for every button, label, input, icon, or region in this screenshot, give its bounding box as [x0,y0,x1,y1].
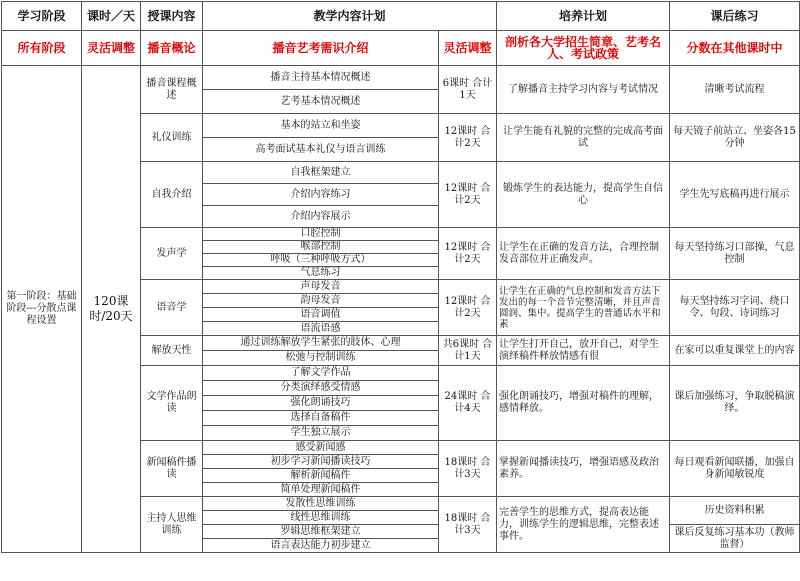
module-train: 了解播音主持学习内容与考试情况 [497,66,670,114]
module-train: 掌握新闻播读技巧，增强语感及政治素养。 [497,441,670,497]
module-item: 语流语感 [203,322,439,336]
module-time: 18课时 合计3天 [439,497,497,553]
subheader-teach: 播音概论 [141,31,203,66]
module-item: 呼吸（三种呼吸方式） [203,254,439,267]
module-time: 24课时 合计4天 [439,366,497,441]
subheader-hours: 灵活调整 [82,31,141,66]
module-after: 学生先写底稿再进行展示 [670,162,800,228]
module-item: 强化朗诵技巧 [203,396,439,411]
module-item: 发散性思维训练 [203,497,439,511]
module-train: 强化朗诵技巧，增强对稿件的理解，感情释放。 [497,366,670,441]
module-title: 语音学 [141,280,203,336]
module-after: 每天镜子前站立、坐姿各15分钟 [670,114,800,162]
header-teach: 授课内容 [141,2,203,31]
header-row [2,2,800,31]
header-plan: 教学内容计划 [203,2,497,31]
module-time: 共6课时 合计1天 [439,336,497,366]
module-train: 让学生在正确的发音方法，合理控制发音部位并正确发声。 [497,228,670,280]
table-row [2,66,800,90]
module-item: 分类演绎感受情感 [203,381,439,396]
module-item: 基本的站立和坐姿 [203,114,439,138]
module-title: 文学作品朗读 [141,366,203,441]
module-item: 声母发音 [203,280,439,294]
module-after: 历史资料积累 [670,497,800,525]
module-train: 让学生打开自己，放开自己，对学生演绎稿件释放情感有很 [497,336,670,366]
module-title: 发声学 [141,228,203,280]
stage-hours: 120课时/20天 [82,66,141,553]
module-item: 简单处理新闻稿件 [203,483,439,497]
module-after: 清晰考试流程 [670,66,800,114]
module-item: 介绍内容展示 [203,206,439,228]
header-after: 课后练习 [670,2,800,31]
module-train: 锻炼学生的表达能力，提高学生自信心 [497,162,670,228]
module-item: 播音主持基本情况概述 [203,66,439,90]
module-title: 解放天性 [141,336,203,366]
subheader-plan: 播音艺考需识介绍 [203,31,439,66]
module-title: 主持人思维训练 [141,497,203,553]
module-item: 松弛与控制训练 [203,351,439,366]
module-item: 线性思维训练 [203,511,439,525]
module-after: 每天坚持练习口部操，气息控制 [670,228,800,280]
subheader-stage: 所有阶段 [2,31,82,66]
module-item: 了解文学作品 [203,366,439,381]
stage-name: 第一阶段：基础阶段---分散点课程设置 [2,66,82,553]
module-item: 语言表达能力初步建立 [203,539,439,553]
header-hours: 课时／天 [82,2,141,31]
module-title: 新闻稿件播读 [141,441,203,497]
module-time: 12课时 合计2天 [439,228,497,280]
module-after: 在家可以重复课堂上的内容 [670,336,800,366]
module-item: 介绍内容练习 [203,184,439,206]
module-item: 自我框架建立 [203,162,439,184]
module-train: 完善学生的思维方式，提高表达能力，训练学生的逻辑思维，完整表述事件。 [497,497,670,553]
header-stage: 学习阶段 [2,2,82,31]
module-train: 让学生能有礼貌的完整的完成高考面试 [497,114,670,162]
module-item: 喉部控制 [203,241,439,254]
module-item: 初步学习新闻播读技巧 [203,455,439,469]
subheader-flex: 灵活调整 [439,31,497,66]
module-item: 选择自备稿件 [203,411,439,426]
module-item: 罗辑思维框架建立 [203,525,439,539]
module-item: 解析新闻稿件 [203,469,439,483]
module-item: 语音调值 [203,308,439,322]
subheader-after: 分数在其他课时中 [670,31,800,66]
module-item: 韵母发音 [203,294,439,308]
module-title: 自我介绍 [141,162,203,228]
module-title: 礼仪训练 [141,114,203,162]
module-item: 通过训练解放学生紧张的肢体、心理 [203,336,439,351]
subheader-row [2,31,800,66]
module-after: 课后加强练习，争取脱稿演绎。 [670,366,800,441]
module-time: 12课时 合计2天 [439,280,497,336]
module-train: 让学生在正确的气息控制和发音方法下发出的每一个音节完整清晰，并且声音圆润、集中。提高学生的普通话水平和素 [497,280,670,336]
module-after: 每天坚持练习字词、绕口令、句段、诗词练习 [670,280,800,336]
header-train: 培养计划 [497,2,670,31]
module-time: 12课时 合计2天 [439,162,497,228]
module-after: 每日观看新闻联播，加强自身新闻敏锐度 [670,441,800,497]
module-item: 艺考基本情况概述 [203,90,439,114]
module-item: 感受新闻感 [203,441,439,455]
course-plan-table [1,1,800,553]
module-item: 口腔控制 [203,228,439,241]
module-time: 12课时 合计2天 [439,114,497,162]
module-item: 学生独立展示 [203,426,439,441]
module-item: 气息练习 [203,267,439,280]
module-time: 18课时 合计3天 [439,441,497,497]
module-time: 6课时 合计1天 [439,66,497,114]
module-item: 高考面试基本礼仪与语言训练 [203,138,439,162]
subheader-train: 剖析各大学招生简章、艺考名人、考试政策 [497,31,670,66]
module-after: 课后反复练习基本功（教师监督） [670,525,800,553]
module-title: 播音课程概述 [141,66,203,114]
